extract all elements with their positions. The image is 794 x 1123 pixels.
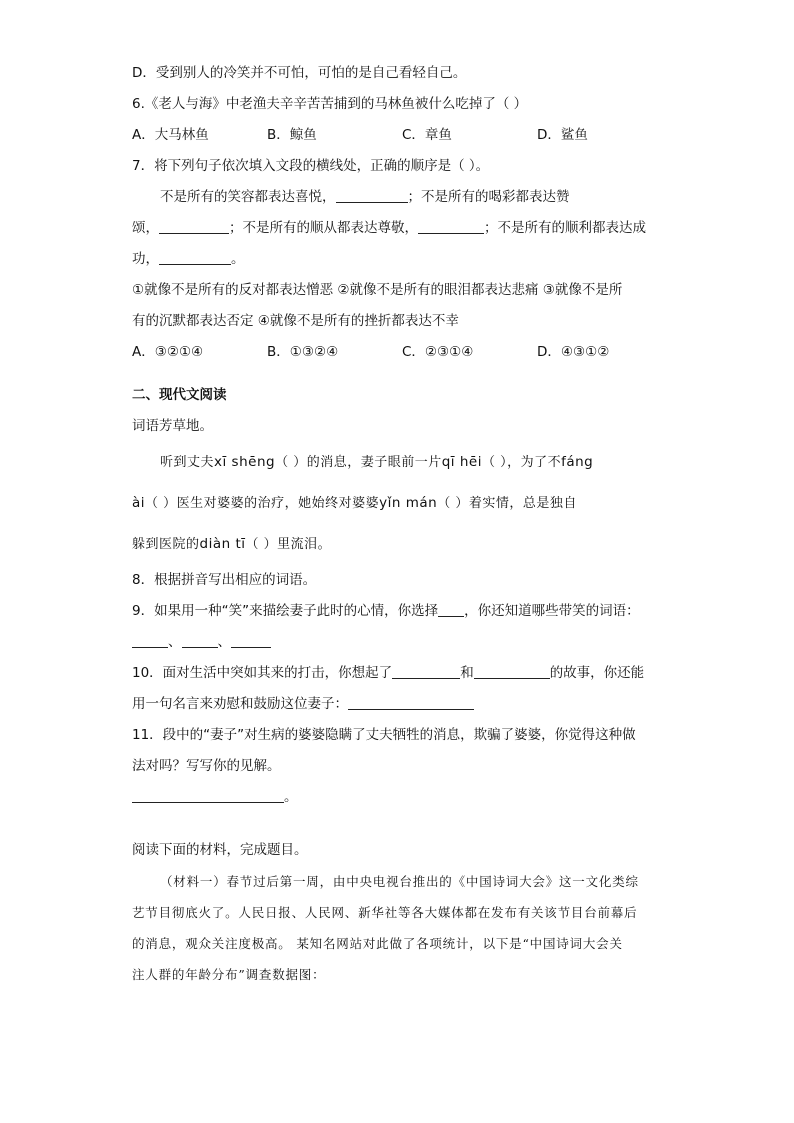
q9-blank-choice[interactable]: [438, 602, 464, 617]
q7-option-a: A．③②①④: [132, 344, 204, 360]
q10-blank-1[interactable]: [392, 664, 460, 679]
exam-page: [132, 58, 672, 990]
q7-blank-3[interactable]: [418, 219, 484, 234]
material-line2: 艺节目彻底火了。人民日报、人民网、新华社等各大媒体都在发布有关该节目台前幕后: [132, 905, 638, 920]
pinyin-passage: [132, 442, 672, 565]
q6-stem: 6.《老人与海》中老渔夫辛辛苦苦捕到的马林鱼被什么吃掉了（ ）: [132, 96, 528, 112]
q7-blank-1[interactable]: [336, 188, 408, 203]
q10-line1: 10．面对生活中突如其来的打击，你想起了 和 的故事，你还能: [132, 665, 645, 681]
q5-option-d: D．受到别人的冷笑并不可怕，可怕的是自己看轻自己。: [132, 65, 467, 81]
pinyin-yinman: yǐn mán: [379, 495, 438, 511]
q7-option-c: C．②③①④: [402, 344, 474, 360]
q11-answer-line: 。: [132, 782, 672, 813]
q7-choices-line2: 有的沉默都表达否定 ④就像不是所有的挫折都表达不幸: [132, 313, 459, 329]
q7-blank-4[interactable]: [159, 250, 231, 265]
q7-blank-2[interactable]: [159, 219, 229, 234]
material-line4: 注人群的年龄分布”调查数据图：: [132, 967, 326, 982]
q9-answer-line: 、 、: [132, 627, 672, 658]
section-title: 二、现代文阅读: [132, 387, 227, 403]
reading-intro: 阅读下面的材料，完成题目。: [132, 842, 308, 858]
q7-passage-line2: 颂， ；不是所有的顺从都表达尊敬， ；不是所有的顺利都表达成: [132, 220, 646, 236]
q8: 8．根据拼音写出相应的词语。: [132, 572, 317, 588]
q7-choices-line1: ①就像不是所有的反对都表达憎恶 ②就像不是所有的眼泪都表达悲痛 ③就像不是所: [132, 282, 623, 298]
pinyin-xisheng: xī shēng: [214, 454, 276, 470]
q10-line2: 用一句名言来劝慰和鼓励这位妻子：: [132, 689, 672, 720]
q6-option-a: A．大马林鱼: [132, 127, 209, 143]
passage-line3: 躲到医院的diàn tī（ ）里流泪。: [132, 536, 332, 552]
q7-passage-line3: 功， 。: [132, 251, 245, 267]
q6-option-d: D．鲨鱼: [537, 127, 588, 143]
q9-blank-word-2[interactable]: [182, 633, 218, 648]
q7-options: [132, 337, 672, 368]
passage-line2: ài（ ）医生对婆婆的治疗，她始终对婆婆yǐn mán（ ）着实情，总是独自: [132, 495, 577, 511]
pinyin-fangai-part2: ài: [132, 495, 146, 511]
q6-options: [132, 120, 672, 151]
q7-option-b: B．①③②④: [267, 344, 339, 360]
passage-line1: 听到丈夫xī shēng（ ）的消息，妻子眼前一片qī hēi（ ），为了不fáng: [160, 454, 594, 470]
q11-line1: 11．段中的“妻子”对生病的婆婆隐瞒了丈夫牺牲的消息，欺骗了婆婆，你觉得这种做: [132, 727, 636, 743]
material-line1: （材料一）春节过后第一周，由中央电视台推出的《中国诗词大会》这一文化类综: [160, 874, 639, 889]
q7-option-d: D．④③①②: [537, 344, 610, 360]
pinyin-qihei: qī hēi: [441, 454, 482, 470]
q10-blank-2[interactable]: [474, 664, 550, 679]
q11-blank-answer[interactable]: [132, 788, 284, 803]
q9-blank-word-1[interactable]: [132, 633, 168, 648]
q6-option-b: B．鲸鱼: [267, 127, 317, 143]
q10-blank-quote[interactable]: [348, 695, 474, 710]
q7-passage-line1: 不是所有的笑容都表达喜悦， ；不是所有的喝彩都表达赞: [160, 189, 570, 205]
q9-blank-word-3[interactable]: [231, 633, 271, 648]
pinyin-dianti: diàn tī: [199, 536, 246, 552]
pinyin-fangai-part1: fáng: [561, 454, 594, 470]
section-subtitle: 词语芳草地。: [132, 418, 213, 434]
q6-option-c: C．章鱼: [402, 127, 452, 143]
q11-line2: 法对吗？写写你的见解。: [132, 758, 281, 774]
material-line3: 的消息，观众关注度极高。 某知名网站对此做了各项统计，以下是“中国诗词大会关: [132, 936, 623, 951]
q7-stem: 7．将下列句子依次填入文段的横线处，正确的顺序是（ ）。: [132, 158, 490, 174]
q9-stem: 9．如果用一种“笑”来描绘妻子此时的心情，你选择 ，你还知道哪些带笑的词语：: [132, 603, 640, 619]
